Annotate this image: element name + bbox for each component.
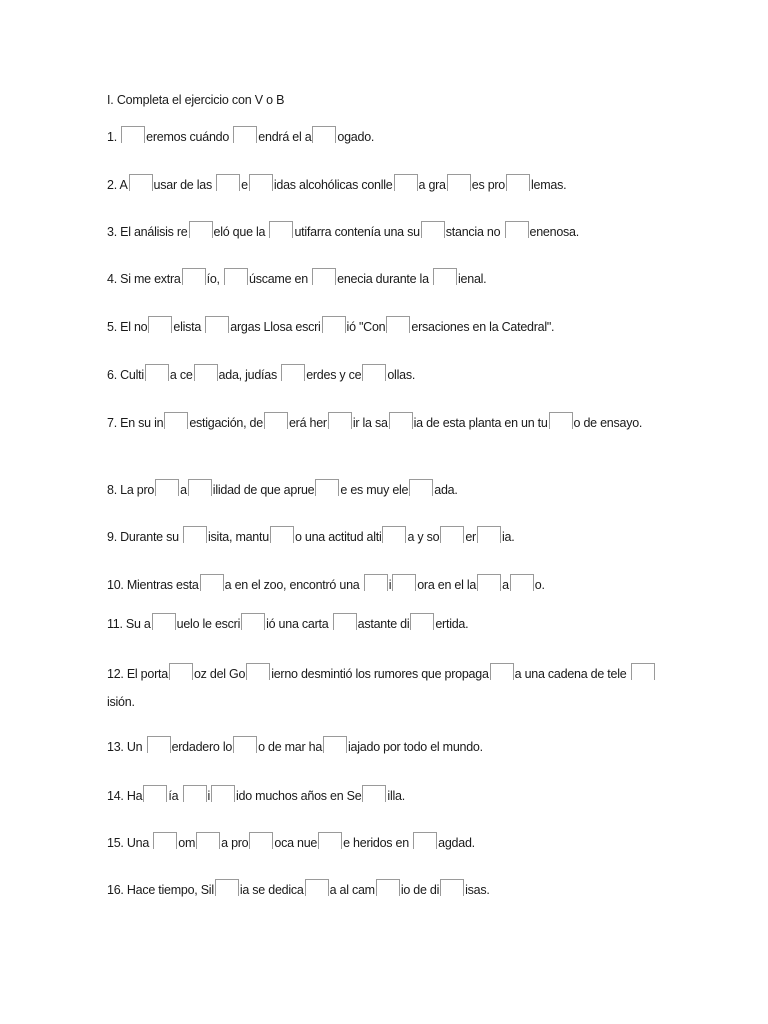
exercise-text: i [207,789,211,803]
answer-box[interactable] [249,174,273,191]
exercise-text: a una cadena de tele [514,667,630,681]
exercise-text: 3. El análisis re [107,225,188,239]
exercise-text: i [388,578,392,592]
exercise-text: ilidad de que aprue [212,483,315,497]
exercise-text: erdes y ce [306,368,362,382]
answer-box[interactable] [505,221,529,238]
exercise-text: ada. [434,483,458,497]
exercise-text: er [465,530,476,544]
exercise-text: a pro [221,836,249,850]
exercise-text: o una actitud alti [294,530,382,544]
answer-box[interactable] [164,412,188,429]
answer-box[interactable] [211,785,235,802]
answer-box[interactable] [152,613,176,630]
exercise-text: ienal. [458,272,487,286]
exercise-text: es pro [471,178,506,192]
answer-box[interactable] [394,174,418,191]
answer-box[interactable] [362,364,386,381]
exercise-text: 16. Hace tiempo, Sil [107,883,214,897]
exercise-text: iajado por todo el mundo. [348,740,483,754]
answer-box[interactable] [264,412,288,429]
exercise-text: stancia no [445,225,504,239]
answer-box[interactable] [549,412,573,429]
exercise-text: o de mar ha [258,740,323,754]
answer-box[interactable] [249,832,273,849]
answer-box[interactable] [440,526,464,543]
exercise-text: ido muchos años en Se [236,789,362,803]
exercise-text: enecia durante la [337,272,433,286]
exercise-text: oz del Go [193,667,246,681]
exercise-text: erá her [288,416,327,430]
exercise-text: a [180,483,187,497]
exercise-5 [107,316,667,337]
answer-box[interactable] [376,879,400,896]
answer-box[interactable] [216,174,240,191]
answer-box[interactable] [312,268,336,285]
exercise-text: ió "Con [346,320,386,334]
exercise-text: 7. En su in [107,416,164,430]
exercise-2 [107,174,667,195]
answer-box[interactable] [121,126,145,143]
answer-box[interactable] [233,736,257,753]
exercise-text: ierno desmintió los rumores que propaga [271,667,489,681]
answer-box[interactable] [362,785,386,802]
exercise-text: e es muy ele [340,483,409,497]
exercise-14 [107,785,667,806]
exercise-text: isita, mantu [208,530,269,544]
answer-box[interactable] [477,574,501,591]
answer-box[interactable] [224,268,248,285]
exercise-text: ia. [501,530,515,544]
answer-box[interactable] [328,412,352,429]
answer-box[interactable] [386,316,410,333]
exercise-text: a [502,578,509,592]
answer-box[interactable] [215,879,239,896]
answer-box[interactable] [241,613,265,630]
exercise-text: ora en el la [417,578,477,592]
exercise-text: 10. Mientras esta [107,578,199,592]
exercise-text: io de di [400,883,440,897]
answer-box[interactable] [410,613,434,630]
answer-box[interactable] [409,479,433,496]
answer-box[interactable] [382,526,406,543]
exercise-text: argas Llosa escri [230,320,321,334]
exercise-9 [107,526,667,547]
exercise-text: agdad. [438,836,475,850]
exercise-text: isas. [465,883,490,897]
exercise-text: ia se dedica [239,883,304,897]
exercise-text: om [178,836,196,850]
exercise-text: elista [173,320,205,334]
exercise-text: ersaciones en la Catedral". [411,320,555,334]
exercise-text: illa. [387,789,405,803]
exercise-text: 8. La pro [107,483,155,497]
exercise-text: a y so [407,530,440,544]
answer-box[interactable] [333,613,357,630]
exercise-text: endrá el a [258,130,312,144]
exercise-text: estigación, de [189,416,263,430]
exercise-text: 13. Un [107,740,146,754]
answer-box[interactable] [392,574,416,591]
answer-box[interactable] [145,364,169,381]
exercise-text: 6. Culti [107,368,144,382]
answer-box[interactable] [147,736,171,753]
exercise-12 [107,660,667,716]
exercise-text: usar de las [153,178,216,192]
answer-box[interactable] [246,663,270,680]
answer-box[interactable] [188,479,212,496]
answer-box[interactable] [506,174,530,191]
exercise-text: ió una carta [266,617,332,631]
answer-box[interactable] [183,526,207,543]
exercise-text: 5. El no [107,320,148,334]
exercise-text: ertida. [435,617,469,631]
exercise-8 [107,479,667,500]
exercise-text: 12. El porta [107,667,168,681]
exercise-text: ada, judías [218,368,281,382]
exercise-text: 4. Si me extra [107,272,181,286]
answer-box[interactable] [315,479,339,496]
exercise-text: astante di [357,617,410,631]
answer-box[interactable] [182,268,206,285]
exercise-text: úscame en [249,272,312,286]
answer-box[interactable] [281,364,305,381]
answer-box[interactable] [421,221,445,238]
exercise-text: utifarra contenía una su [294,225,420,239]
answer-box[interactable] [233,126,257,143]
exercise-text: a al cam [329,883,375,897]
exercise-text: erdadero lo [171,740,233,754]
answer-box[interactable] [440,879,464,896]
worksheet-title: I. Completa el ejercicio con V o B [107,93,285,107]
exercise-11 [107,613,667,634]
answer-box[interactable] [631,663,655,680]
answer-box[interactable] [305,879,329,896]
exercise-text: 15. Una [107,836,153,850]
exercise-1 [107,126,667,147]
answer-box[interactable] [318,832,342,849]
answer-box[interactable] [389,412,413,429]
exercise-text: ir la sa [352,416,388,430]
answer-box[interactable] [153,832,177,849]
answer-box[interactable] [413,832,437,849]
answer-box[interactable] [205,316,229,333]
exercise-text: ia de esta planta en un tu [413,416,548,430]
answer-box[interactable] [477,526,501,543]
exercise-text: 1. [107,130,121,144]
answer-box[interactable] [447,174,471,191]
answer-box[interactable] [323,736,347,753]
exercise-text: ía [168,789,182,803]
exercise-text: enenosa. [529,225,579,239]
answer-box[interactable] [143,785,167,802]
exercise-text: e [241,178,248,192]
exercise-text: eló que la [213,225,269,239]
exercise-text: a ce [169,368,193,382]
answer-box[interactable] [364,574,388,591]
answer-box[interactable] [510,574,534,591]
exercise-4 [107,268,667,289]
exercise-text: lemas. [531,178,567,192]
exercise-13 [107,736,667,757]
exercise-16 [107,879,667,900]
exercise-3 [107,221,667,242]
exercise-text: 9. Durante su [107,530,183,544]
answer-box[interactable] [200,574,224,591]
exercise-6 [107,364,667,385]
exercise-15 [107,832,667,853]
exercise-text: ío, [206,272,223,286]
answer-box[interactable] [155,479,179,496]
exercise-text: isión. [107,695,135,709]
exercise-text: uelo le escri [176,617,241,631]
answer-box[interactable] [189,221,213,238]
exercise-7 [107,412,667,433]
exercise-text: o de ensayo. [573,416,643,430]
answer-box[interactable] [269,221,293,238]
answer-box[interactable] [433,268,457,285]
exercise-text: ollas. [387,368,416,382]
answer-box[interactable] [194,364,218,381]
answer-box[interactable] [196,832,220,849]
exercise-10 [107,574,667,595]
exercise-text: ogado. [337,130,375,144]
answer-box[interactable] [322,316,346,333]
exercise-text: eremos cuándo [146,130,233,144]
exercise-text: 2. A [107,178,128,192]
answer-box[interactable] [148,316,172,333]
exercise-text: e heridos en [343,836,413,850]
answer-box[interactable] [129,174,153,191]
exercise-text: oca nue [274,836,318,850]
answer-box[interactable] [270,526,294,543]
exercise-text: 14. Ha [107,789,143,803]
answer-box[interactable] [312,126,336,143]
exercise-text: 11. Su a [107,617,151,631]
exercise-text: o. [534,578,545,592]
answer-box[interactable] [490,663,514,680]
exercise-text: a en el zoo, encontró una [224,578,363,592]
answer-box[interactable] [183,785,207,802]
exercise-text: a gra [418,178,446,192]
answer-box[interactable] [169,663,193,680]
exercise-text: idas alcohólicas conlle [273,178,393,192]
